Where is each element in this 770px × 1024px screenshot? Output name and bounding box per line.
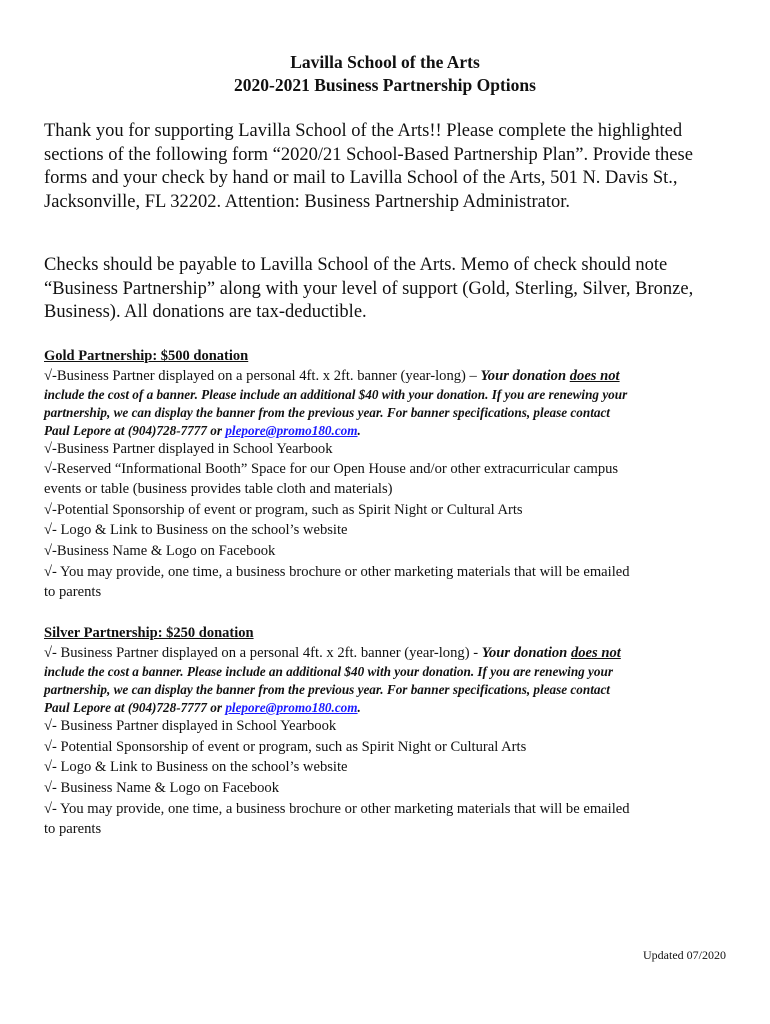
silver-benefit-website: √- Logo & Link to Business on the school’s website xyxy=(44,759,348,775)
gold-section-heading: Gold Partnership: $500 donation xyxy=(44,348,249,364)
silver-benefit-yearbook: √- Business Partner displayed in School Yearbook xyxy=(44,718,337,734)
silver-banner-note-line: include the cost a banner. Please include an additional $40 with your donation. If you are renewing your xyxy=(44,664,613,679)
silver-contact-end: . xyxy=(357,700,361,715)
silver-benefit-brochure-cont: to parents xyxy=(44,821,102,837)
gold-benefit-booth-cont: events or table (business provides table cloth and materials) xyxy=(44,481,393,497)
gold-contact-line xyxy=(44,422,361,440)
silver-benefit-banner xyxy=(44,644,621,662)
gold-benefit-brochure: √- You may provide, one time, a business brochure or other marketing materials that will be emailed xyxy=(44,564,630,580)
gold-banner-note-line: partnership, we can display the banner from the previous year. For banner specifications, please contact xyxy=(44,405,610,420)
gold-banner-note: Your donation xyxy=(480,368,570,384)
gold-benefit-banner xyxy=(44,367,620,385)
gold-email-link[interactable]: plepore@promo180.com xyxy=(225,423,358,438)
gold-banner-text: √-Business Partner displayed on a personal 4ft. x 2ft. banner (year-long) – xyxy=(44,368,481,384)
silver-banner-note: Your donation xyxy=(481,645,571,661)
silver-contact-text: Paul Lepore at (904)728-7777 or xyxy=(44,700,226,715)
gold-benefit-yearbook: √-Business Partner displayed in School Yearbook xyxy=(44,441,333,457)
intro-paragraph-2: Checks should be payable to Lavilla School of the Arts. Memo of check should note “Business Partnership” along with your level of support (Gold, Sterling, Silver, Bronze, Business). All donations are tax-deductible. xyxy=(44,255,694,323)
silver-banner-text: √- Business Partner displayed on a personal 4ft. x 2ft. banner (year-long) - xyxy=(44,645,482,661)
gold-benefit-website: √- Logo & Link to Business on the school’s website xyxy=(44,522,348,538)
silver-contact-line xyxy=(44,699,361,717)
gold-contact-text: Paul Lepore at (904)728-7777 or xyxy=(44,423,226,438)
intro-paragraph-1: Thank you for supporting Lavilla School of the Arts!! Please complete the highlighted sections of the following form “2020/21 School-Based Partnership Plan”. Provide these forms and your check by hand or mail to Lavilla School of the Arts, 501 N. Davis St., Jacksonville, FL 32202. Attention: Business Partnership Administrator. xyxy=(44,121,693,212)
silver-benefit-brochure: √- You may provide, one time, a business brochure or other marketing materials that will be emailed xyxy=(44,801,630,817)
gold-benefit-booth: √-Reserved “Informational Booth” Space for our Open House and/or other extracurricular campus xyxy=(44,461,619,477)
gold-banner-note-emphasis: does not xyxy=(569,368,620,384)
document-title: Lavilla School of the Arts xyxy=(290,52,480,72)
silver-banner-note-line: partnership, we can display the banner from the previous year. For banner specifications, please contact xyxy=(44,682,610,697)
silver-benefit-facebook: √- Business Name & Logo on Facebook xyxy=(44,780,279,796)
gold-benefit-sponsorship: √-Potential Sponsorship of event or program, such as Spirit Night or Cultural Arts xyxy=(44,502,523,518)
gold-benefit-brochure-cont: to parents xyxy=(44,584,102,600)
updated-date: Updated 07/2020 xyxy=(643,948,726,962)
silver-email-link[interactable]: plepore@promo180.com xyxy=(225,700,358,715)
gold-benefit-facebook: √-Business Name & Logo on Facebook xyxy=(44,543,276,559)
silver-banner-note-emphasis: does not xyxy=(570,645,621,661)
silver-benefit-sponsorship: √- Potential Sponsorship of event or program, such as Spirit Night or Cultural Arts xyxy=(44,739,527,755)
document-subtitle: 2020-2021 Business Partnership Options xyxy=(234,75,536,95)
gold-contact-end: . xyxy=(357,423,361,438)
silver-section-heading: Silver Partnership: $250 donation xyxy=(44,625,254,641)
gold-banner-note-line: include the cost of a banner. Please include an additional $40 with your donation. If you are renewing your xyxy=(44,387,628,402)
